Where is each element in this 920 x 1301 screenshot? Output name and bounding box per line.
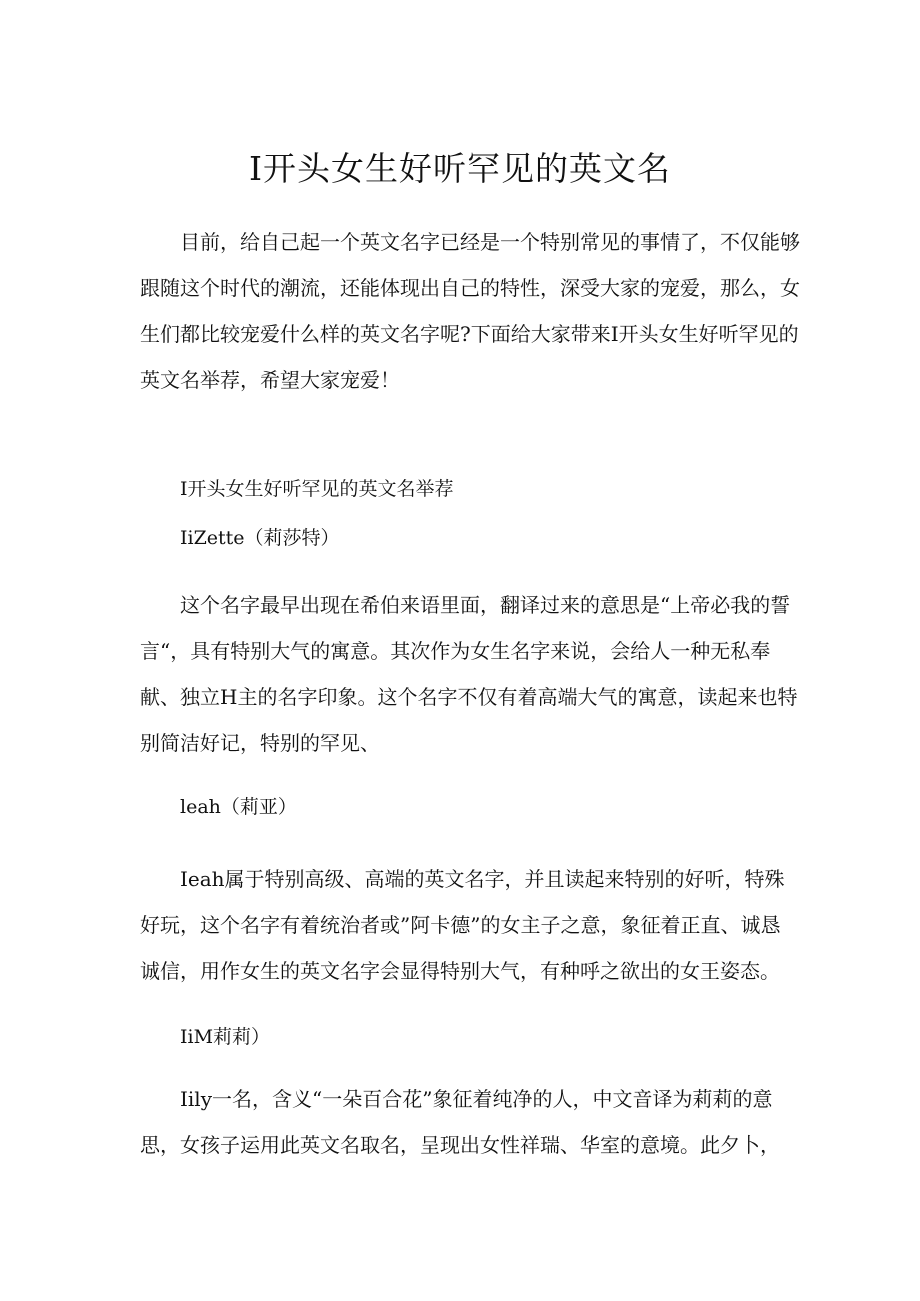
name-description-leah: Ieah属于特别高级、高端的英文名字，并且读起来特别的好听，特殊好玩，这个名字有着统治者或”阿卡德”的女主子之意，象征着正直、诚恳诚信，用作女生的英文名字会显得特别大气，有种呼之欲出的女王姿态。 xyxy=(140,867,785,983)
document-title: I开头女生好听罕见的英文名 xyxy=(248,149,672,188)
name-description-lizette: 这个名字最早出现在希伯来语里面，翻译过来的意思是“上帝必我的誓言“，具有特别大气的寓意。其次作为女生名字来说，会给人一种无私奉献、独立H主的名字印象。这个名字不仅有着高端大气的寓意，读起来也特别简洁好记，特别的罕见、 xyxy=(140,593,798,755)
name-heading-leah: leah（莉亚） xyxy=(180,796,297,818)
intro-paragraph: 目前，给自己起一个英文名字已经是一个特别常见的事情了，不仅能够跟随这个时代的潮流，还能体现出自己的特性，深受大家的宠爱，那么，女生们都比较宠爱什么样的英文名字呢?下面给大家带来I开头女生好听罕见的英文名举荐，希望大家宠爱！ xyxy=(140,230,800,392)
name-heading-lizette: IiZette（莉莎特） xyxy=(180,527,340,549)
section-heading: I开头女生好听罕见的英文名举荐 xyxy=(180,478,454,500)
name-heading-lily: IiM莉莉） xyxy=(180,1026,271,1048)
name-description-lily: Iily一名，含义“一朵百合花”象征着纯净的人，中文音译为莉莉的意思，女孩子运用此英文名取名，呈现出女性祥瑞、华室的意境。此夕卜， xyxy=(140,1087,780,1157)
